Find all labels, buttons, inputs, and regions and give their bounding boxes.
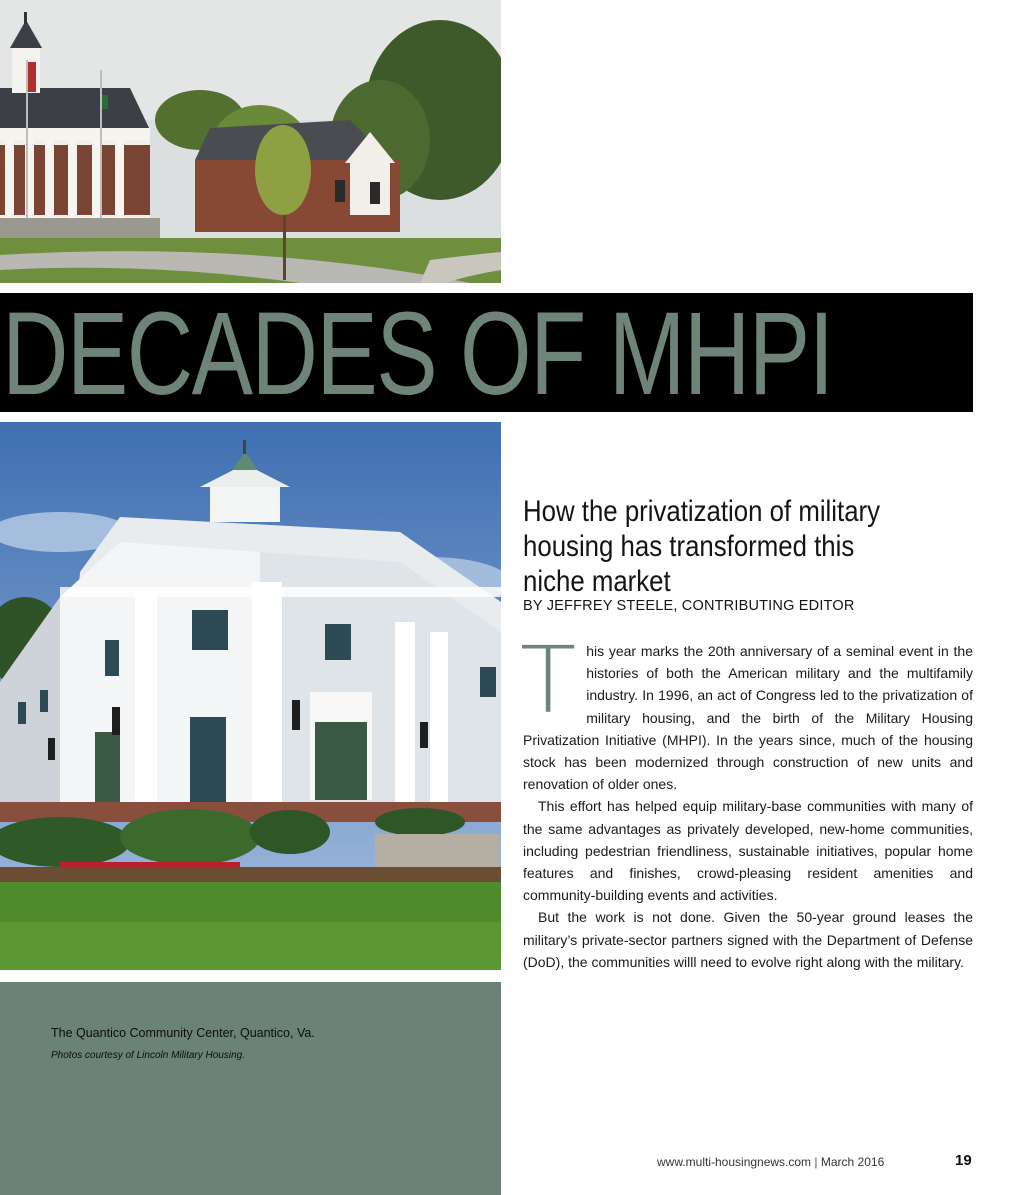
- footer-separator: |: [814, 1155, 818, 1169]
- paragraph-2: This effort has helped equip military-base communities with many of the same advantages as privately developed, new-home communities, including pedestrian friendliness, sustainable initiatives, popular home features and finishes, crowd-pleasing resident amenities and community-building events and activities.: [523, 798, 973, 904]
- paragraph-3: But the work is not done. Given the 50-year ground leases the military’s private-sector partners signed with the Department of Defense (DoD), the communities willl need to evolve right along with the military.: [523, 909, 973, 970]
- paragraph-1-text: his year marks the 20th anniversary of a seminal event in the histories of both the American military and the multifamily industry. In 1996, an act of Congress led to the privatization of military housing, and the birth of the Military Housing Privatization Initiative (MHPI). In the years since, much of the housing stock has been modernized through construction of new units and renovation of older ones.: [523, 643, 973, 793]
- top-building-photo: [0, 0, 501, 283]
- photo-caption: The Quantico Community Center, Quantico, Va.: [51, 1026, 315, 1040]
- footer-info: [657, 1155, 884, 1169]
- article-subtitle: How the privatization of military housing has transformed this niche market: [523, 495, 881, 598]
- drop-cap: T: [520, 627, 577, 734]
- footer-url: www.multi-housingnews.com: [657, 1155, 812, 1169]
- caption-panel: [0, 982, 501, 1195]
- article-body: [520, 627, 973, 973]
- paragraph-1: [520, 627, 973, 795]
- community-center-photo: [0, 422, 501, 970]
- footer-date: March 2016: [820, 1155, 885, 1169]
- page-title: DECADES OF MHPI: [2, 293, 833, 412]
- photo-credit: Photos courtesy of Lincoln Military Housing.: [51, 1050, 245, 1061]
- page-number: 19: [955, 1152, 972, 1169]
- title-banner: [0, 293, 973, 412]
- byline: BY JEFFREY STEELE, CONTRIBUTING EDITOR: [523, 598, 855, 614]
